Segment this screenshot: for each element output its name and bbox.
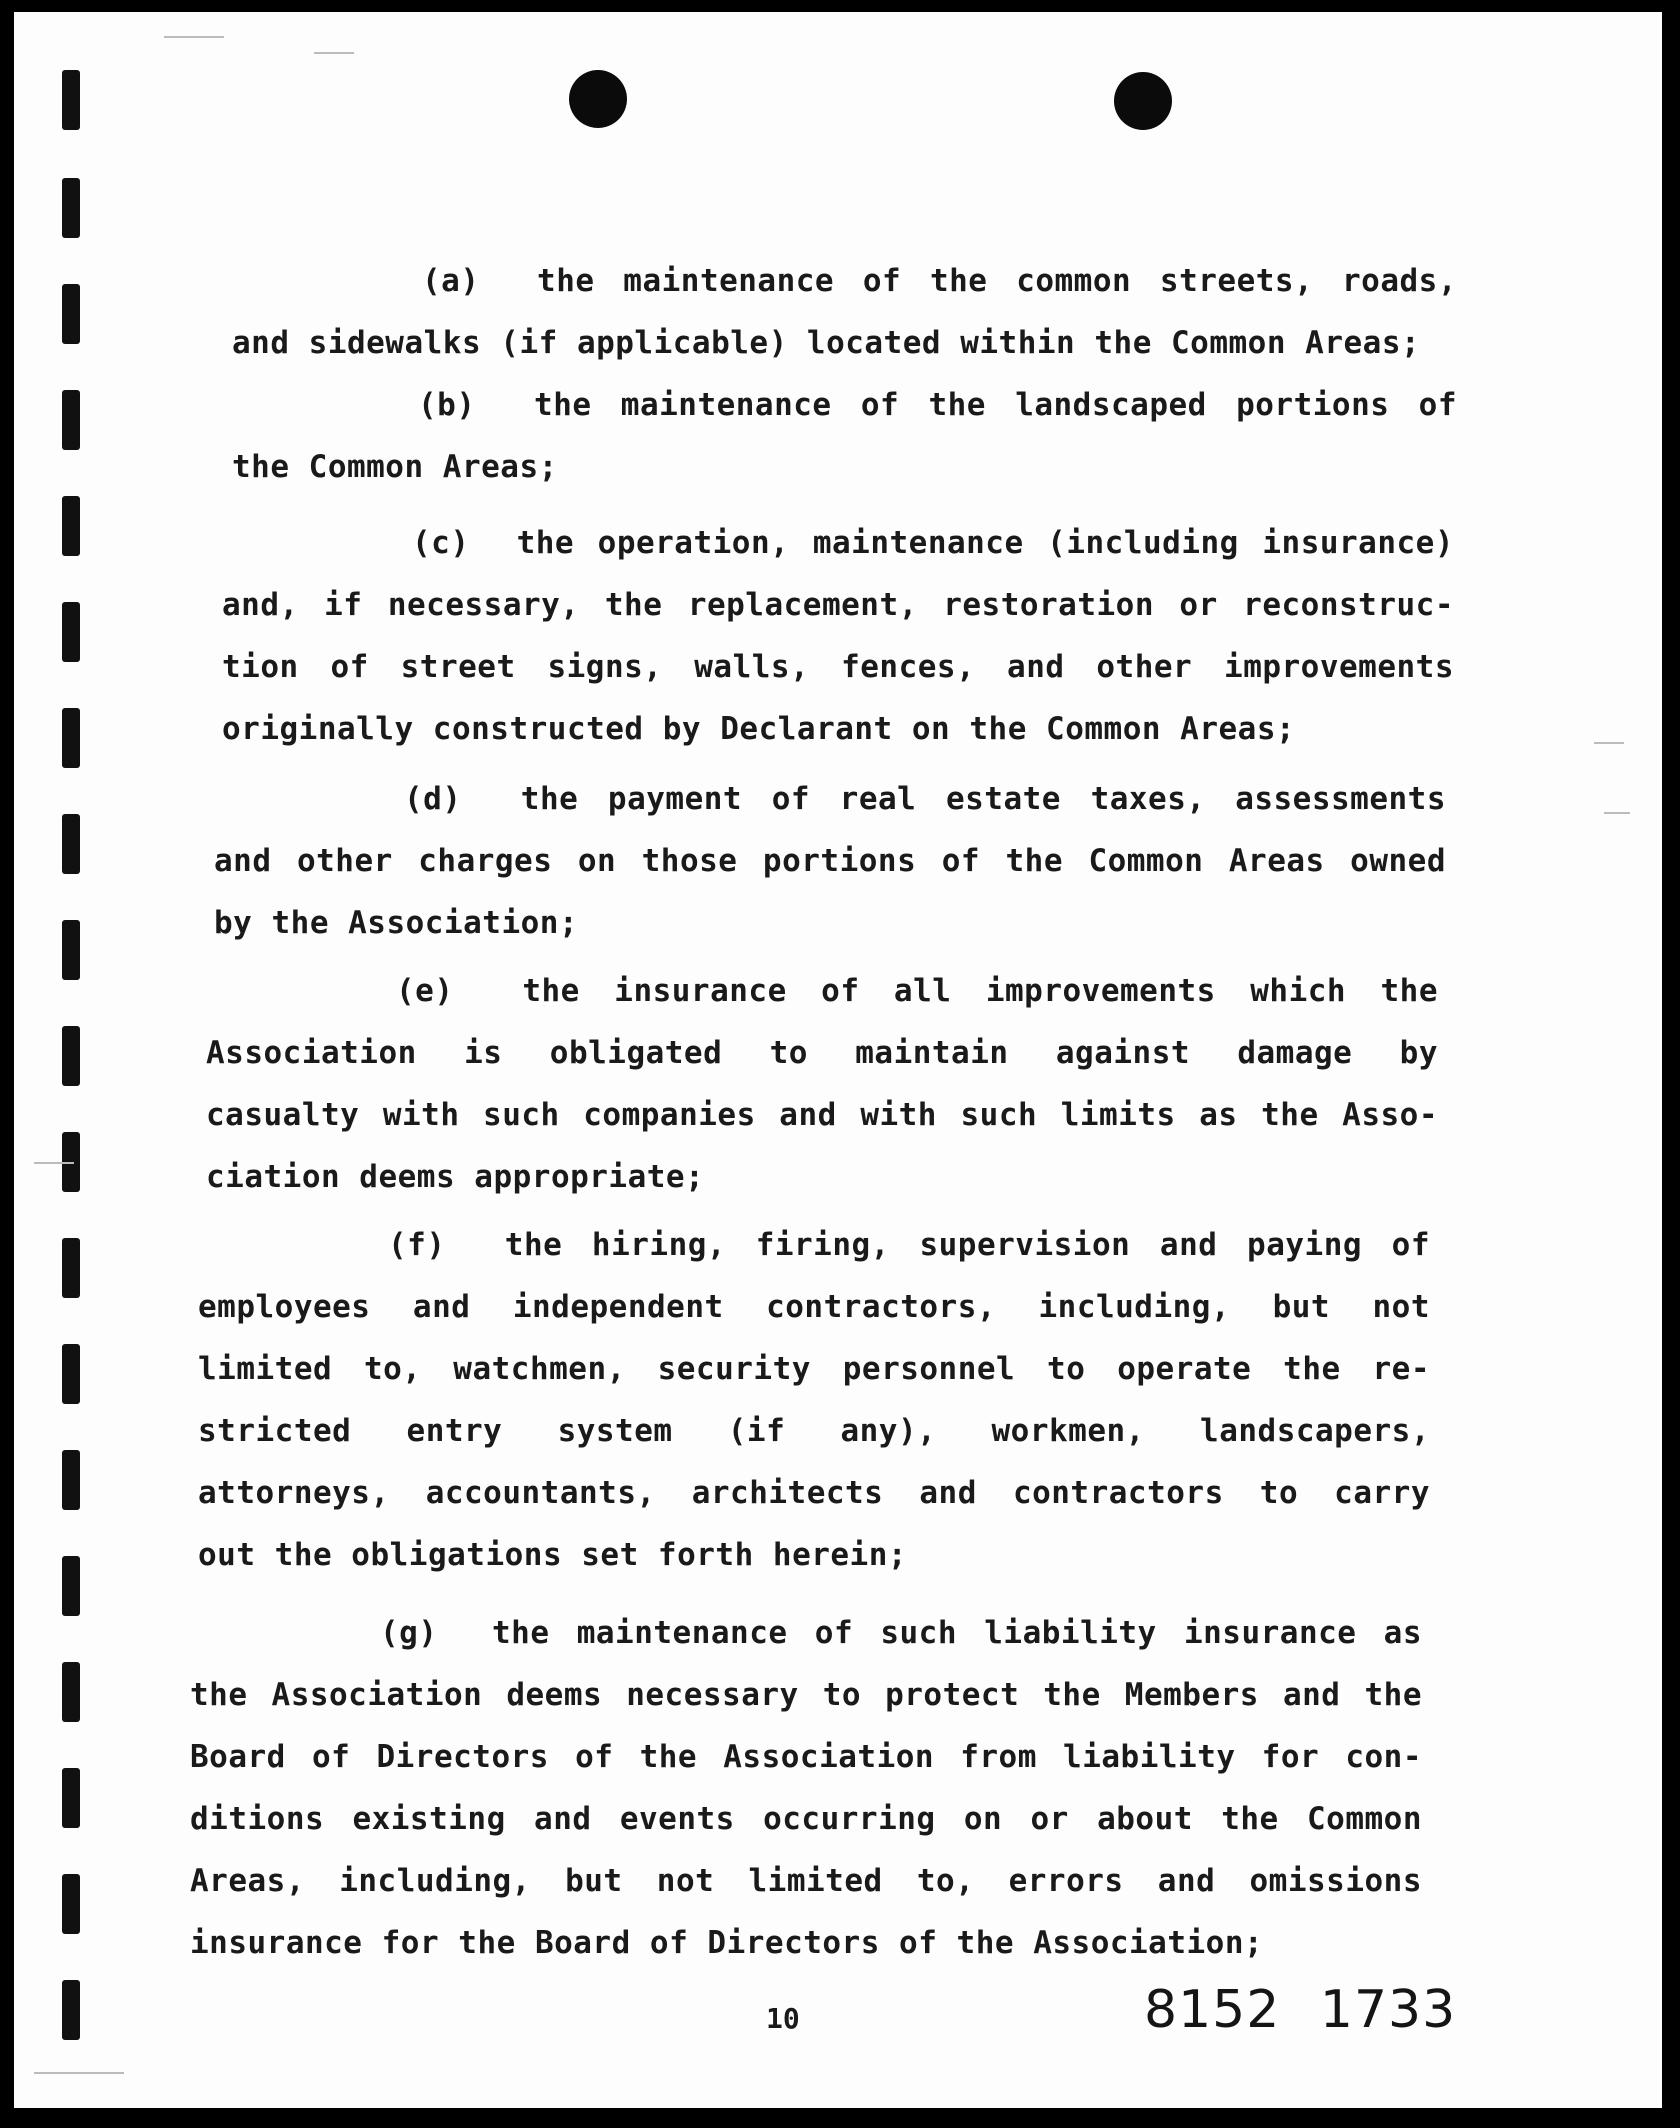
paragraph-d [214,768,1446,954]
paragraph-line: the maintenance of the common streets, roads, [537,263,1457,299]
paragraph-line: stricted entry system (if any), workmen, landscapers, [198,1413,1430,1449]
scan-speck [1604,812,1630,814]
paragraph-b [232,374,1457,498]
margin-mark [62,708,80,768]
scan-speck [314,52,354,54]
punch-hole [569,70,627,128]
margin-mark [62,178,80,238]
paragraph-label: (g) [380,1615,438,1651]
scan-speck [34,1162,74,1164]
paragraph-label: (a) [422,263,480,299]
paragraph-line: employees and independent contractors, including, but not [198,1289,1430,1325]
paragraph-label: (e) [396,973,454,1009]
paragraph-label: (b) [418,387,476,423]
paragraph-f [198,1214,1430,1586]
paragraph-line: attorneys, accountants, architects and contractors to carry [198,1475,1430,1511]
margin-mark [62,1450,80,1510]
paragraph-line: out the obligations set forth herein; [198,1537,908,1573]
paragraph-line: and sidewalks (if applicable) located within the Common Areas; [232,325,1421,361]
margin-mark [62,1980,80,2040]
paragraph-label: (f) [388,1227,446,1263]
scan-speck [1594,742,1624,744]
margin-mark [62,1238,80,1298]
paragraph-line: Board of Directors of the Association from liability for con- [190,1739,1422,1775]
paragraph-line: by the Association; [214,905,579,941]
paragraph-line: and, if necessary, the replacement, restoration or reconstruc- [222,587,1454,623]
paragraph-e [206,960,1438,1208]
paragraph-label: (c) [412,525,470,561]
page-number: 10 [766,2002,800,2035]
paragraph-line: the payment of real estate taxes, assessments [520,781,1446,817]
document-page [14,12,1662,2108]
paragraph-line: Areas, including, but not limited to, errors and omissions [190,1863,1422,1899]
margin-mark [62,602,80,662]
margin-mark [62,1874,80,1934]
paragraph-line: Association is obligated to maintain against damage by [206,1035,1438,1071]
margin-mark [62,496,80,556]
margin-mark [62,920,80,980]
paragraph-line: ciation deems appropriate; [206,1159,705,1195]
paragraph-line: originally constructed by Declarant on the Common Areas; [222,711,1296,747]
paragraph-line: the maintenance of the landscaped portions of [534,387,1457,423]
margin-mark [62,1662,80,1722]
margin-mark [62,70,80,130]
paragraph-line: the operation, maintenance (including insurance) [516,525,1455,561]
paragraph-g [190,1602,1422,1974]
scan-speck [34,2072,124,2074]
paragraph-line: the Common Areas; [232,449,558,485]
margin-mark [62,814,80,874]
paragraph-line: the hiring, firing, supervision and paying of [504,1227,1430,1263]
document-reference-number: 8152 1733 [1144,1980,1457,2040]
margin-mark [62,284,80,344]
scan-speck [164,36,224,38]
margin-mark [62,1768,80,1828]
paragraph-label: (d) [404,781,462,817]
paragraph-line: limited to, watchmen, security personnel to operate the re- [198,1351,1430,1387]
margin-mark [62,390,80,450]
paragraph-c [222,512,1454,760]
paragraph-line: the insurance of all improvements which the [522,973,1438,1009]
paragraph-a [232,250,1457,374]
paragraph-line: ditions existing and events occurring on or about the Common [190,1801,1422,1837]
paragraph-line: the Association deems necessary to protect the Members and the [190,1677,1422,1713]
paragraph-line: casualty with such companies and with such limits as the Asso- [206,1097,1438,1133]
paragraph-line: the maintenance of such liability insurance as [492,1615,1423,1651]
margin-mark [62,1344,80,1404]
margin-mark [62,1556,80,1616]
margin-mark [62,1026,80,1086]
punch-hole [1114,72,1172,130]
paragraph-line: tion of street signs, walls, fences, and other improvements [222,649,1454,685]
paragraph-line: and other charges on those portions of the Common Areas owned [214,843,1446,879]
paragraph-line: insurance for the Board of Directors of the Association; [190,1925,1264,1961]
